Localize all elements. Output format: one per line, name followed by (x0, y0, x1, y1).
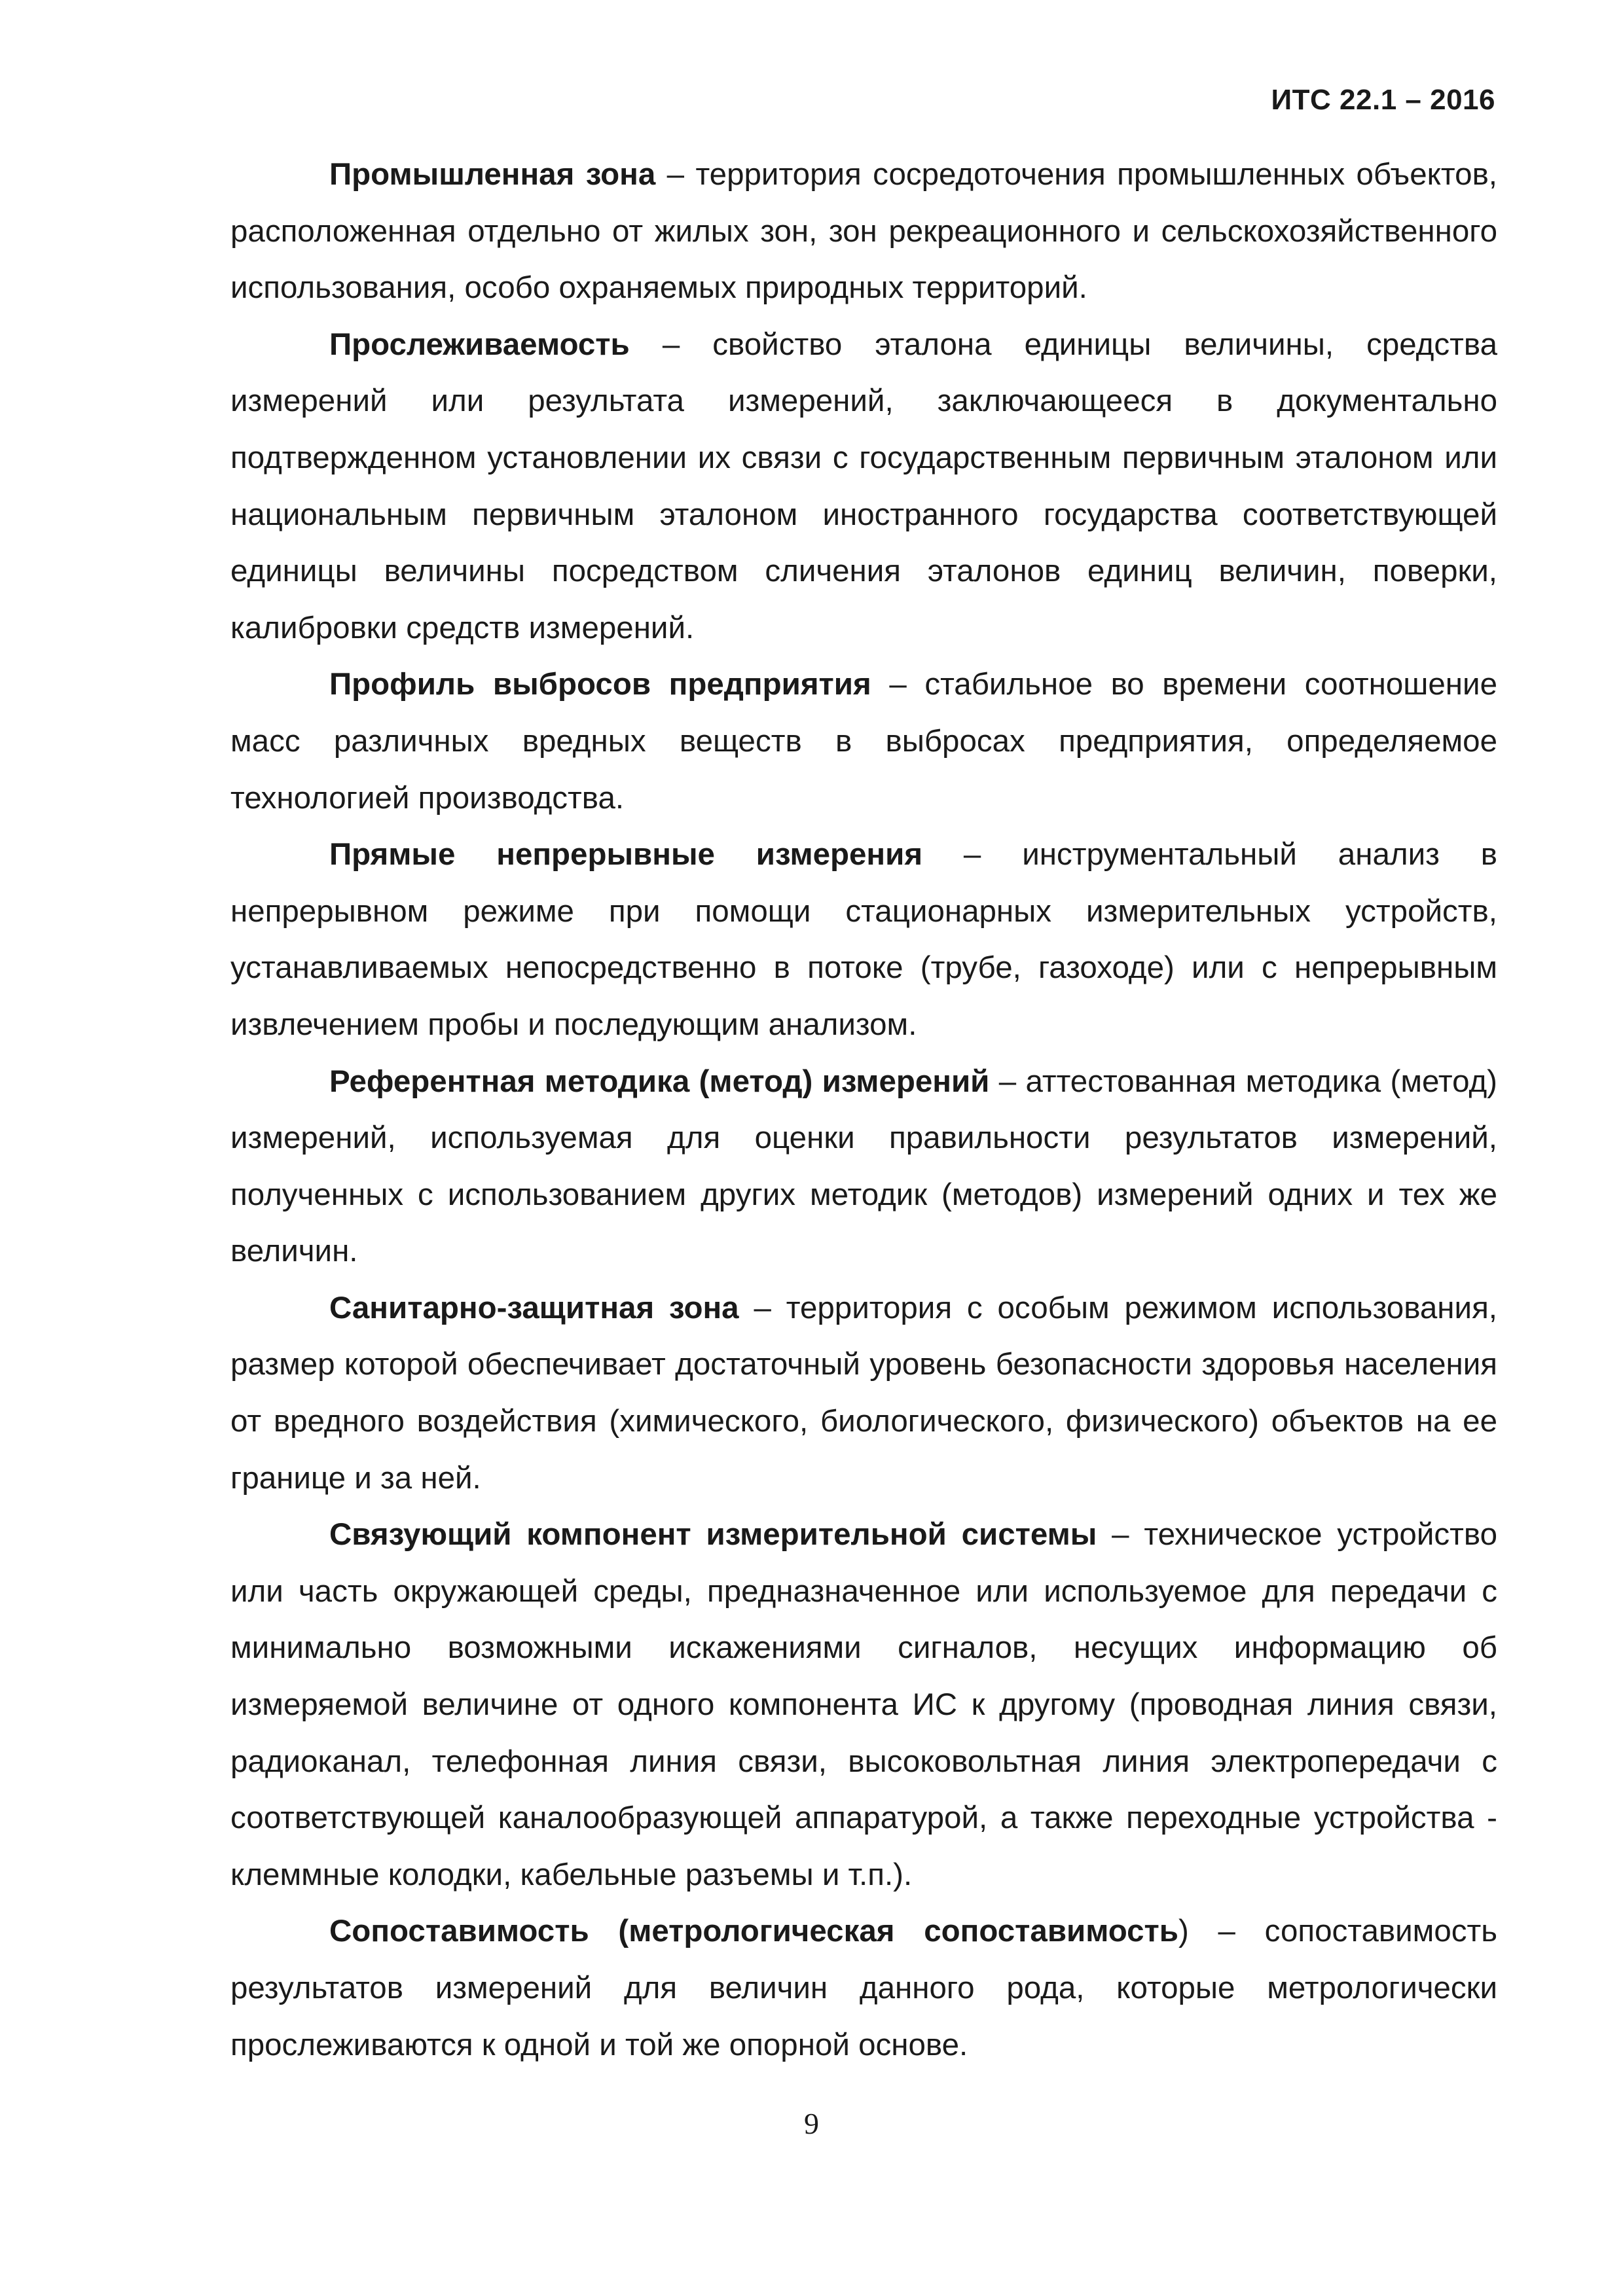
definition-text: – свойство эталона единицы величины, средства измерений или результата измерений, заключающееся в документально подтвержденном установлении их связи с государственным первичным эталоном или национальным первичным эталоном иностранного государства соответствующей единицы величины посредством сличения эталонов единиц величин, поверки, калибровки средств измерений. (230, 327, 1497, 645)
definition-term: Санитарно-защитная зона (329, 1290, 739, 1325)
definition-term: Сопоставимость (метрологическая сопоставимость (329, 1914, 1178, 1949)
definition-entry (230, 317, 1497, 657)
definition-term: Промышленная зона (329, 157, 656, 192)
page-number: 9 (804, 2107, 819, 2140)
definition-entry (230, 1054, 1497, 1280)
definition-text: ) – сопоставимость результатов измерений для величин данного рода, которые метрологически прослеживаются к одной и той же опорной основе. (230, 1914, 1497, 2062)
definition-text: – аттестованная методика (метод) измерений, используемая для оценки правильности результатов измерений, полученных с использованием других методик (методов) измерений одних и тех же величин. (230, 1064, 1497, 1269)
definition-text: – техническое устройство или часть окружающей среды, предназначенное или используемое для передачи с минимально возможными искажениями сигналов, несущих информацию об измеряемой величине от одного компонента ИС к другому (проводная линия связи, радиоканал, телефонная линия связи, высоковольтная линия электропередачи с соответствующей каналообразующей аппаратурой, а также переходные устройства - клеммные колодки, кабельные разъемы и т.п.). (230, 1517, 1497, 1892)
definitions-list (230, 147, 1497, 2073)
definition-term: Связующий компонент измерительной системы (329, 1517, 1097, 1552)
definition-text: – территория с особым режимом использования, размер которой обеспечивает достаточный уровень безопасности здоровья населения от вредного воздействия (химического, биологического, физического) объектов на ее границе и за ней. (230, 1290, 1497, 1496)
definition-term: Прямые непрерывные измерения (329, 837, 923, 872)
definition-term: Референтная методика (метод) измерений (329, 1064, 990, 1099)
definition-term: Профиль выбросов предприятия (329, 667, 871, 702)
definition-entry (230, 1903, 1497, 2073)
definition-text: – стабильное во времени соотношение масс различных вредных веществ в выбросах предприятия, определяемое технологией производства. (230, 667, 1497, 816)
definition-entry (230, 147, 1497, 317)
definition-entry (230, 827, 1497, 1053)
definition-term: Прослеживаемость (329, 327, 630, 362)
definition-text: – инструментальный анализ в непрерывном режиме при помощи стационарных измерительных устройств, устанавливаемых непосредственно в потоке (трубе, газоходе) или с непрерывным извлечением пробы и последующим анализом. (230, 837, 1498, 1042)
definition-text: – территория сосредоточения промышленных объектов, расположенная отдельно от жилых зон, зон рекреационного и сельскохозяйственного использования, особо охраняемых природных территорий. (230, 157, 1497, 306)
definition-entry (230, 1280, 1497, 1507)
definition-entry (230, 656, 1497, 827)
definition-entry (230, 1507, 1497, 1903)
document-code-header: ИТС 22.1 – 2016 (1271, 84, 1495, 116)
